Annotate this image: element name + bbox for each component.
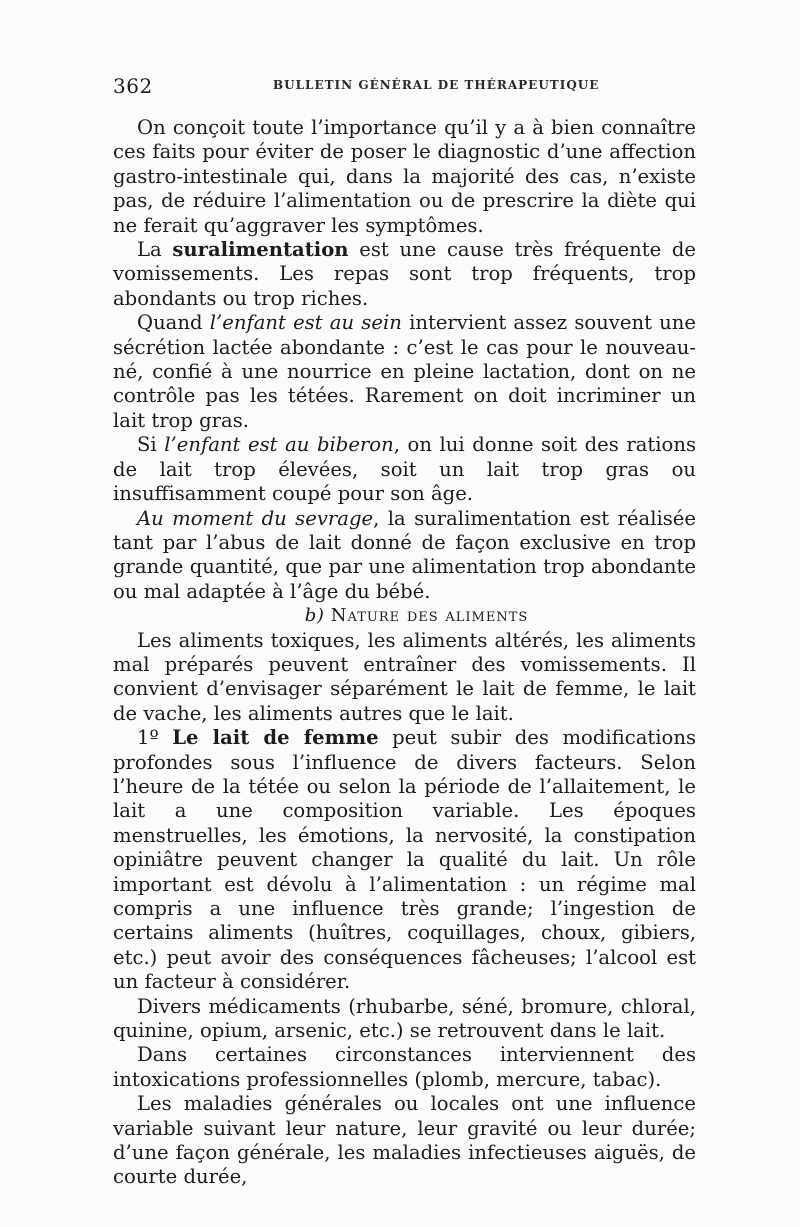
text-run: , on lui donne soit des rations de lait trop élevées, soit un lait trop gras ou insuffisamment coupé pour son âge. xyxy=(113,433,697,506)
section-title: Nature des aliments xyxy=(330,605,529,627)
italic-term: l’enfant est au sein xyxy=(209,311,402,335)
italic-term: l’enfant est au biberon xyxy=(164,433,394,457)
text-run: Quand xyxy=(137,311,210,335)
paragraph xyxy=(113,433,696,506)
section-heading xyxy=(113,604,696,628)
text-run: intervient assez souvent une sécrétion lactée abondante : c’est le cas pour le nouveau-né, confié à une nourrice en pleine lactation, dont on ne contrôle pas les tétées. Rarement on doit incriminer un lait trop gras. xyxy=(113,311,696,432)
text-run: La xyxy=(137,238,173,262)
paragraph: Les aliments toxiques, les aliments altérés, les aliments mal préparés peuvent entraîner des vomissements. Il convient d’envisager séparément le lait de femme, le lait de vache, les aliments autres que le lait. xyxy=(113,628,696,725)
paragraph: Divers médicaments (rhubarbe, séné, bromure, chloral, quinine, opium, arsenic, etc.) se retrouvent dans le lait. xyxy=(113,994,696,1043)
text-run: peut subir des modifications profondes sous l’influence de divers facteurs. Selon l’heure de la tétée ou selon la période de l’allaitement, le lait a une composition variable. Les époques menstruelles, les émotions, la nervosité, la constipation opiniâtre peuvent changer la qualité du lait. Un rôle important est dévolu à l’alimentation : un régime mal compris a une influence très grande; l’ingestion de certains aliments (huîtres, coquillages, choux, gibiers, etc.) peut avoir des conséquences fâcheuses; l’alcool est un facteur à considérer. xyxy=(113,726,696,994)
paragraph: On conçoit toute l’importance qu’il y a à bien connaître ces faits pour éviter de poser le diagnostic d’une affection gastro-intestinale qui, dans la majorité des cas, n’existe pas, de réduire l’alimentation ou de prescrire la diète qui ne ferait qu’aggraver les symptômes. xyxy=(113,116,696,237)
text-run: 1º xyxy=(137,726,173,750)
text-run: est une cause très fréquente de vomissements. Les repas sont trop fréquents, trop abondants ou trop riches. xyxy=(113,238,696,310)
section-letter: b) xyxy=(304,605,325,627)
text-run: Si xyxy=(137,433,165,457)
paragraph xyxy=(113,238,696,311)
page-number: 362 xyxy=(113,74,153,98)
body-text xyxy=(113,116,696,1190)
paragraph: Les maladies générales ou locales ont une influence variable suivant leur nature, leur gravité ou leur durée; d’une façon générale, les maladies infectieuses aiguës, de courte durée, xyxy=(113,1092,696,1189)
paragraph xyxy=(113,726,696,994)
running-head: BULLETIN GÉNÉRAL DE THÉRAPEUTIQUE xyxy=(273,78,600,92)
paragraph xyxy=(113,507,696,605)
bold-term: Le lait de femme xyxy=(172,726,379,750)
text-run: , la suralimentation est réalisée tant par l’abus de lait donné de façon exclusive en trop grande quantité, que par une alimentation trop abondante ou mal adaptée à l’âge du bébé. xyxy=(113,506,696,603)
paragraph: Dans certaines circonstances interviennent des intoxications professionnelles (plomb, mercure, tabac). xyxy=(113,1043,696,1091)
bold-term: suralimentation xyxy=(172,238,349,262)
paragraph xyxy=(113,311,696,433)
page-header xyxy=(113,74,693,100)
italic-term: Au moment du sevrage xyxy=(137,506,374,530)
